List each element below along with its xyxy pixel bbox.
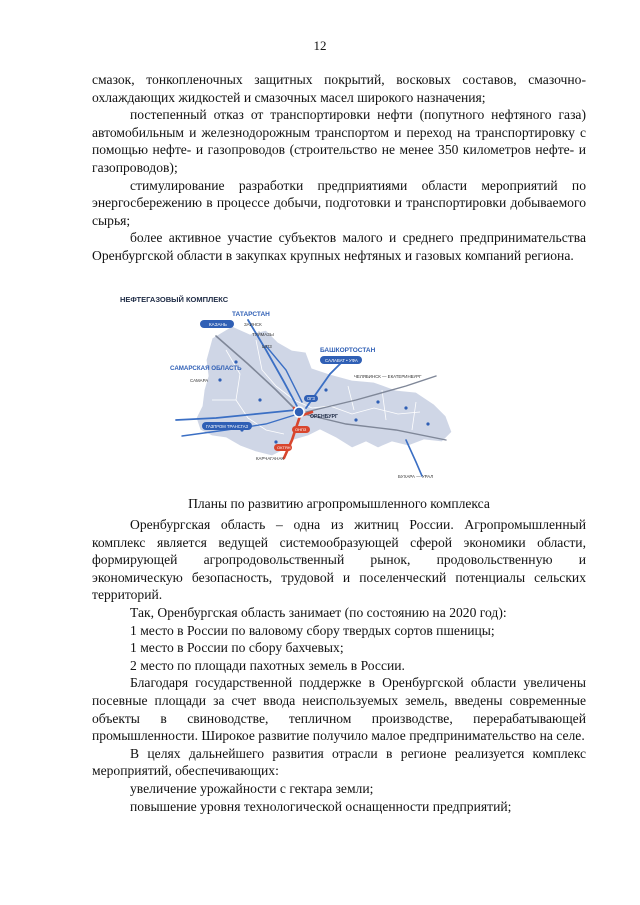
- label-samara-region: САМАРСКАЯ ОБЛАСТЬ: [170, 365, 242, 372]
- label-samara: САМАРА: [190, 378, 209, 383]
- page-number: 12: [313, 38, 327, 53]
- orenburg-region-shape: [196, 326, 452, 456]
- paragraph: Так, Оренбургская область занимает (по состоянию на 2020 год):: [130, 604, 507, 620]
- paragraph: 1 место в России по валовому сбору твердых сортов пшеницы;: [130, 622, 495, 638]
- paragraph: 1 место в России по сбору бахчевых;: [130, 640, 344, 656]
- badge-gazprom-label: ГАЗПРОМ ТРАНСГАЗ: [206, 424, 249, 429]
- paragraph: Оренбургская область – одна из житниц России. Агропромышленный комплекс является ведущей системообразующей сферой экономики области, формирующей агропродовольственный рынок, продовольственную и экономическую безопасность, трудовой и поселенческий потенциалы сельских территорий.: [92, 517, 586, 603]
- label-shpz: ШПЗ: [262, 344, 272, 349]
- orenburg-hub-icon: [294, 407, 304, 417]
- oil-gas-map: [116, 290, 496, 480]
- label-kartaly: КАРЧАГАНАК: [256, 456, 284, 461]
- badge-red-oktyan-label: ОКТЯН: [277, 445, 291, 450]
- label-bashkortostan: БАШКОРТОСТАН: [320, 347, 376, 354]
- paragraph: 2 место по площади пахотных земель в России.: [130, 657, 405, 673]
- paragraph: В целях дальнейшего развития отрасли в регионе реализуется комплекс мероприятий, обеспечивающих:: [92, 745, 586, 779]
- text-block-top: [92, 71, 586, 265]
- paragraph: постепенный отказ от транспортировки нефти (попутного нефтяного газа) автомобильным и железнодорожным транспортом и переход на транспортировку с помощью нефте- и газопроводов (строительство не менее 350 километров нефте- и газопроводов);: [92, 107, 586, 175]
- paragraph: увеличение урожайности с гектара земли;: [130, 780, 374, 796]
- paragraph: более активное участие субъектов малого и среднего предпринимательства Оренбургской области в закупках крупных нефтяных и газовых компаний региона.: [92, 230, 586, 263]
- paragraph: стимулирование разработки предприятиями области мероприятий по энергосбережению в процессе добычи, подготовки и транспортировки добываемого сырья;: [92, 177, 586, 228]
- badge-red-onpz-label: ОНПЗ: [295, 427, 307, 432]
- oil-gas-map-figure: [116, 290, 496, 480]
- text-block-bottom: [92, 516, 586, 815]
- label-tuimazy: ТУЙМАЗЫ: [252, 332, 274, 337]
- paragraph: повышение уровня технологической оснащенности предприятий;: [130, 798, 512, 814]
- label-zainsk: ЗАИНСК: [244, 322, 262, 327]
- badge-salavat-label: САЛАВАТ • УФА: [325, 358, 358, 363]
- badge-ogz-label: ОГЗ: [307, 396, 315, 401]
- label-tatarstan: ТАТАРСТАН: [232, 311, 270, 318]
- paragraph: Благодаря государственной поддержке в Оренбургской области увеличены посевные площади за счет ввода неиспользуемых земель, введены современные объекты в свиноводстве, тепличном производстве, перерабатывающей промышленности. Широкое развитие получило малое предпринимательство на селе.: [92, 675, 586, 744]
- label-orenburg: ОРЕНБУРГ: [310, 414, 338, 420]
- section-heading: Планы по развитию агропромышленного комплекса: [188, 496, 490, 511]
- label-buhara: БУХАРА — УРАЛ: [398, 474, 434, 479]
- badge-kazan-label: КАЗАНЬ: [209, 322, 227, 327]
- map-title: НЕФТЕГАЗОВЫЙ КОМПЛЕКС: [120, 295, 229, 304]
- paragraph: смазок, тонкопленочных защитных покрытий, восковых составов, смазочно-охлаждающих жидкостей и смазочных масел широкого назначения;: [92, 72, 586, 105]
- label-chelyabinsk: ЧЕЛЯБИНСК — ЕКАТЕРИНБУРГ: [354, 374, 422, 379]
